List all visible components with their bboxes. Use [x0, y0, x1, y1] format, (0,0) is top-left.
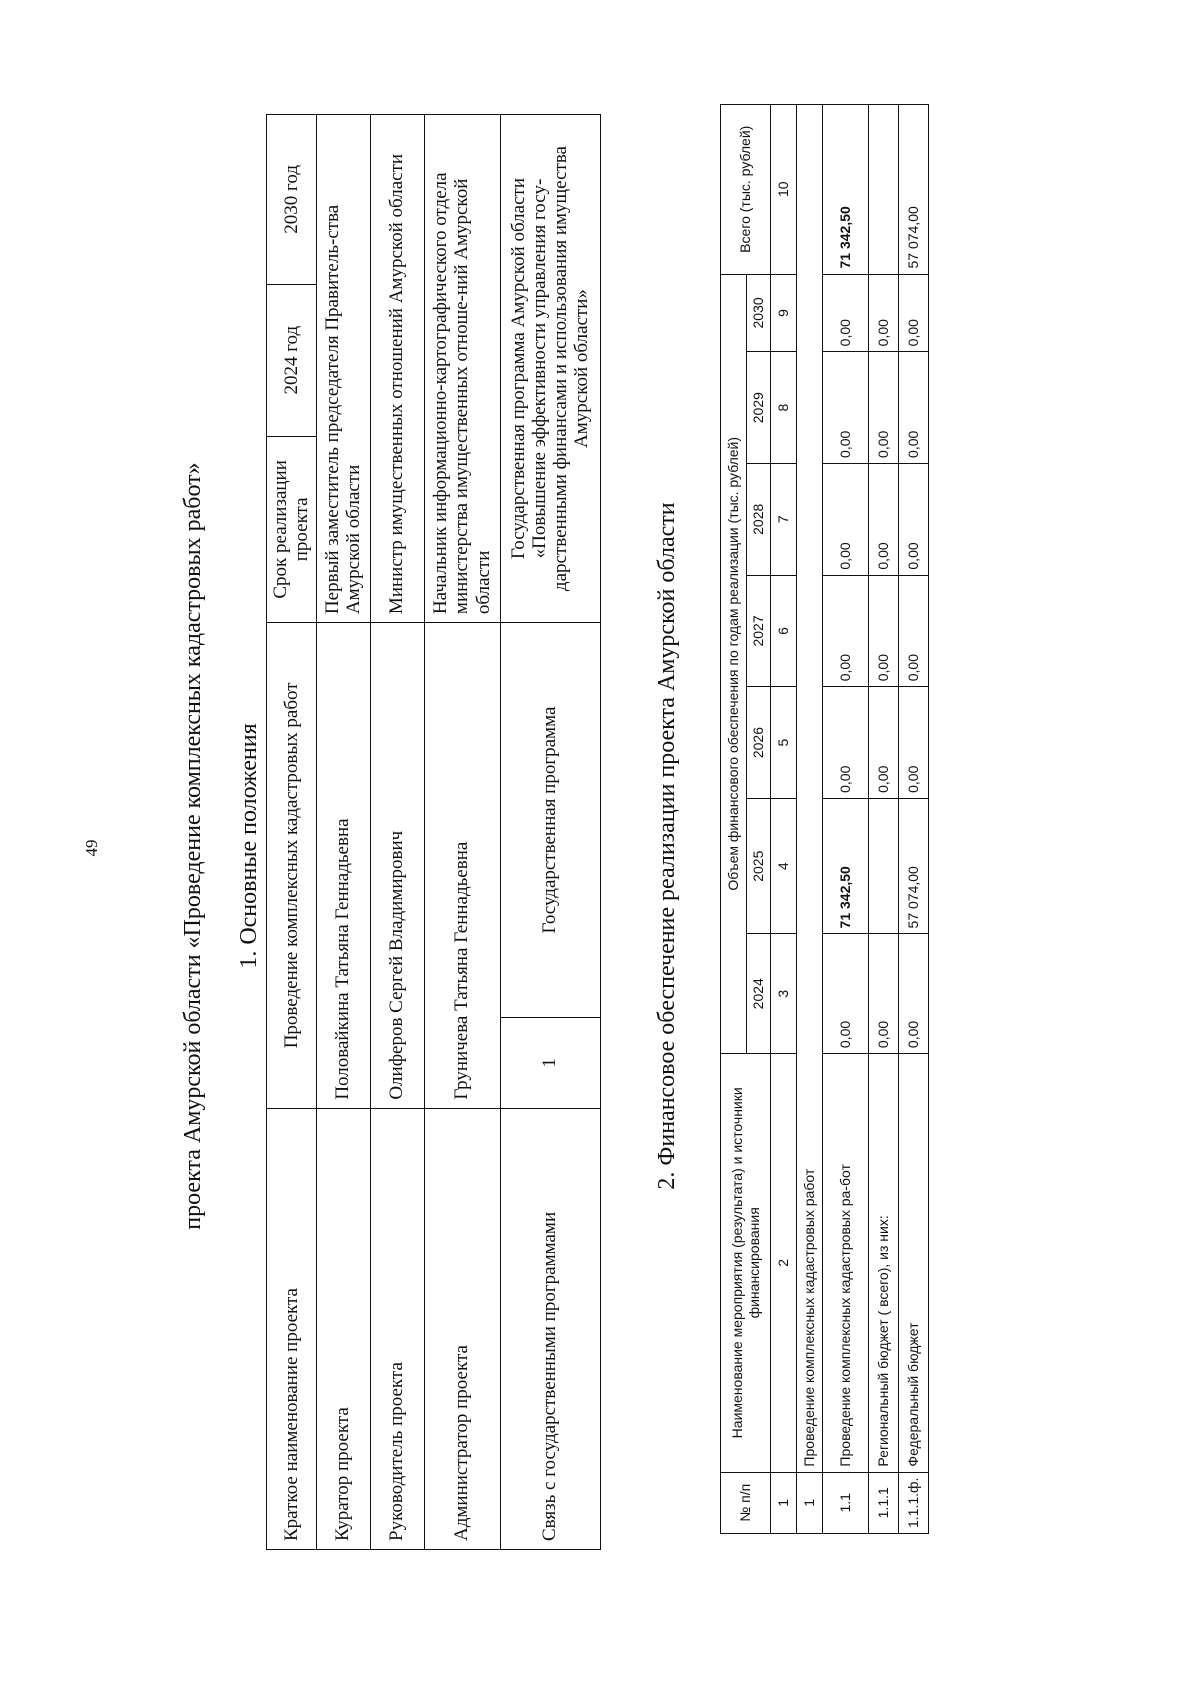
row-value: [869, 798, 899, 934]
column-number: 10: [771, 105, 797, 275]
table-row: [267, 115, 317, 1550]
column-number: 6: [771, 575, 797, 687]
row-name: Федеральный бюджет: [899, 1054, 929, 1473]
row-value: 0,00: [869, 687, 899, 799]
table-row: [424, 115, 500, 1550]
row-value: 0,00: [823, 463, 869, 575]
header-name: Наименование мероприятия (результата) и источники финансирования: [721, 1054, 771, 1473]
column-number: 3: [771, 934, 797, 1054]
row-name: Проведение комплексных кадастровых ра-бот: [823, 1054, 869, 1473]
period-start: 2024 год: [267, 284, 317, 436]
program-link-name: Государственная программа Амурской области «Повышение эффективности управления госу-дарственными финансами и использования имущества Амурской области»: [500, 115, 600, 623]
table-row: [899, 105, 929, 1534]
section2-title: 2. Финансовое обеспечение реализации проекта Амурской области: [654, 502, 680, 1190]
row-value: 0,00: [899, 687, 929, 799]
program-link-label: Связь с государственными программами: [500, 1108, 600, 1549]
admin-position: Начальник информационно-картографического отдела министерства имущественных отноше-ний Амурской области: [424, 115, 500, 623]
table-header-row: [721, 105, 747, 1534]
column-number: 8: [771, 352, 797, 464]
curator-name: Половайкина Татьяна Геннадьевна: [316, 623, 370, 1109]
row-value: 0,00: [869, 575, 899, 687]
curator-label: Куратор проекта: [316, 1108, 370, 1549]
row-name: Проведение комплексных кадастровых работ: [797, 105, 823, 1473]
row-total: 57 074,00: [899, 105, 929, 275]
row-value: 0,00: [899, 463, 929, 575]
row-num: 1.1.1.ф.: [899, 1472, 929, 1533]
table-row: [316, 115, 370, 1550]
head-name: Олиферов Сергей Владимирович: [370, 623, 424, 1109]
head-position: Министр имущественных отношений Амурской области: [370, 115, 424, 623]
column-number: 9: [771, 274, 797, 352]
row-value: 0,00: [823, 575, 869, 687]
admin-label: Администратор проекта: [424, 1108, 500, 1549]
row-total: 71 342,50: [823, 105, 869, 275]
row-value: 0,00: [823, 352, 869, 464]
main-provisions-table: [266, 114, 601, 1550]
table-row: [823, 105, 869, 1534]
column-number: 7: [771, 463, 797, 575]
section1-title: 1. Основные положения: [236, 723, 262, 969]
row-num: 1.1.1: [869, 1472, 899, 1533]
row-value: 0,00: [869, 934, 899, 1054]
header-year: 2029: [747, 352, 771, 464]
period-label: Срок реализации проекта: [267, 436, 317, 622]
table-row: [370, 115, 424, 1550]
short-name-label: Краткое наименование проекта: [267, 1108, 317, 1549]
curator-position: Первый заместитель председателя Правитель-ства Амурской области: [316, 115, 370, 623]
row-value: 71 342,50: [823, 798, 869, 934]
row-value: 57 074,00: [899, 798, 929, 934]
column-number: 5: [771, 687, 797, 799]
row-value: 0,00: [823, 934, 869, 1054]
column-number-row: [771, 105, 797, 1534]
header-total: Всего (тыс. рублей): [721, 105, 771, 275]
head-label: Руководитель проекта: [370, 1108, 424, 1549]
program-link-type: Государственная программа: [500, 623, 600, 1018]
admin-name: Груничева Татьяна Геннадьевна: [424, 623, 500, 1109]
table-row: [869, 105, 899, 1534]
program-link-number: 1: [500, 1018, 600, 1109]
row-total: [869, 105, 899, 275]
header-year: 2024: [747, 934, 771, 1054]
row-name: Региональный бюджет ( всего), из них:: [869, 1054, 899, 1473]
row-value: 0,00: [823, 274, 869, 352]
table-row: [500, 115, 600, 1550]
row-value: 0,00: [869, 463, 899, 575]
financing-table: [720, 104, 929, 1534]
header-year: 2030: [747, 274, 771, 352]
document-title: проекта Амурской области «Проведение комплексных кадастровых работ»: [180, 462, 206, 1230]
row-value: 0,00: [899, 934, 929, 1054]
header-year: 2028: [747, 463, 771, 575]
row-num: 1: [797, 1472, 823, 1533]
row-value: 0,00: [823, 687, 869, 799]
header-num: № п/п: [721, 1472, 771, 1533]
page-number: 49: [82, 839, 101, 857]
column-number: 4: [771, 798, 797, 934]
column-number: 1: [771, 1472, 797, 1533]
header-year: 2026: [747, 687, 771, 799]
header-year: 2027: [747, 575, 771, 687]
row-num: 1.1: [823, 1472, 869, 1533]
row-value: 0,00: [869, 352, 899, 464]
short-name-value: Проведение комплексных кадастровых работ: [267, 623, 317, 1109]
row-value: 0,00: [899, 575, 929, 687]
row-value: 0,00: [899, 274, 929, 352]
period-end: 2030 год: [267, 115, 317, 285]
header-volume: Объем финансового обеспечения по годам реализации (тыс. рублей): [721, 274, 747, 1054]
table-row: [797, 105, 823, 1534]
column-number: 2: [771, 1054, 797, 1473]
header-year: 2025: [747, 798, 771, 934]
row-value: 0,00: [869, 274, 899, 352]
row-value: 0,00: [899, 352, 929, 464]
